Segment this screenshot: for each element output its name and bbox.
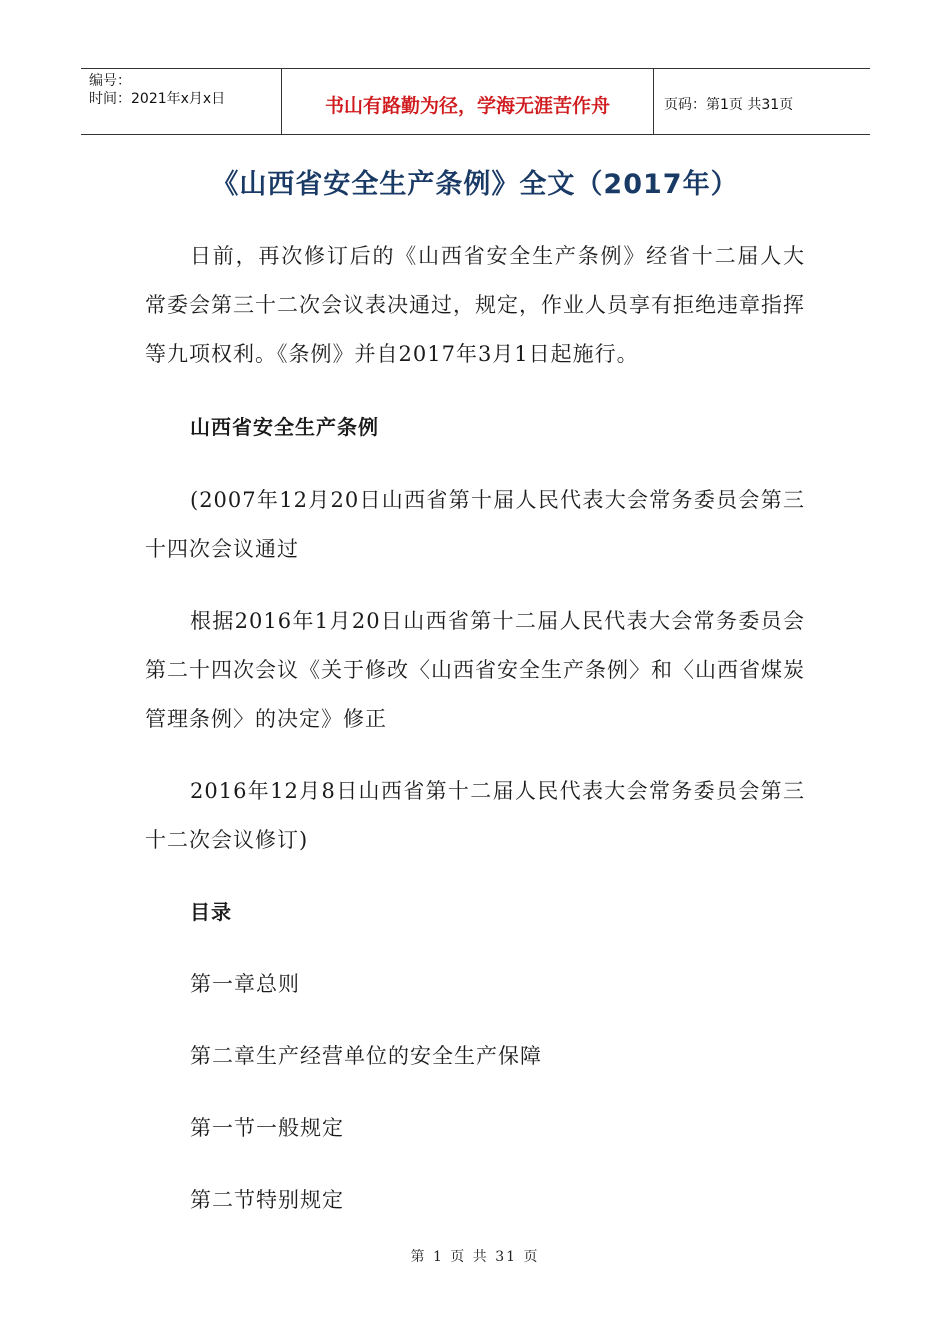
header-page-cell: [654, 69, 870, 134]
motto-text: 书山有路勤为径，学海无涯苦作舟: [324, 95, 610, 117]
toc-item: 第二章生产经营单位的安全生产保障: [190, 1044, 542, 1068]
date-label: 时间：2021年x月x日: [89, 91, 226, 107]
toc-item: 第一节一般规定: [190, 1116, 344, 1140]
history-paragraph-2: 根据2016年1月20日山西省第十二届人民代表大会常务委员会第二十四次会议《关于修改〈山西省安全生产条例〉和〈山西省煤炭管理条例〉的决定》修正: [145, 609, 805, 731]
document-body: [145, 232, 805, 1225]
document-title: 《山西省安全生产条例》全文（2017年）: [211, 169, 739, 200]
toc-item: 第二节特别规定: [190, 1188, 344, 1212]
header-meta-cell: [81, 69, 281, 134]
number-label: 编号：: [89, 73, 131, 89]
page-info: 页码：第1页 共31页: [664, 96, 794, 113]
intro-paragraph: 日前，再次修订后的《山西省安全生产条例》经省十二届人大常委会第三十二次会议表决通过，规定，作业人员享有拒绝违章指挥等九项权利。《条例》并自2017年3月1日起施行。: [145, 244, 805, 366]
header-motto-cell: [281, 69, 654, 134]
page-footer: 第 1 页 共 31 页: [410, 1249, 540, 1265]
document-header: [81, 68, 870, 135]
toc-item: 第一章总则: [190, 972, 300, 996]
history-paragraph-1: (2007年12月20日山西省第十届人民代表大会常务委员会第三十四次会议通过: [145, 488, 805, 561]
history-paragraph-3: 2016年12月8日山西省第十二届人民代表大会常务委员会第三十二次会议修订): [145, 779, 805, 852]
toc-heading: 目录: [190, 900, 232, 924]
law-title: 山西省安全生产条例: [190, 415, 379, 439]
